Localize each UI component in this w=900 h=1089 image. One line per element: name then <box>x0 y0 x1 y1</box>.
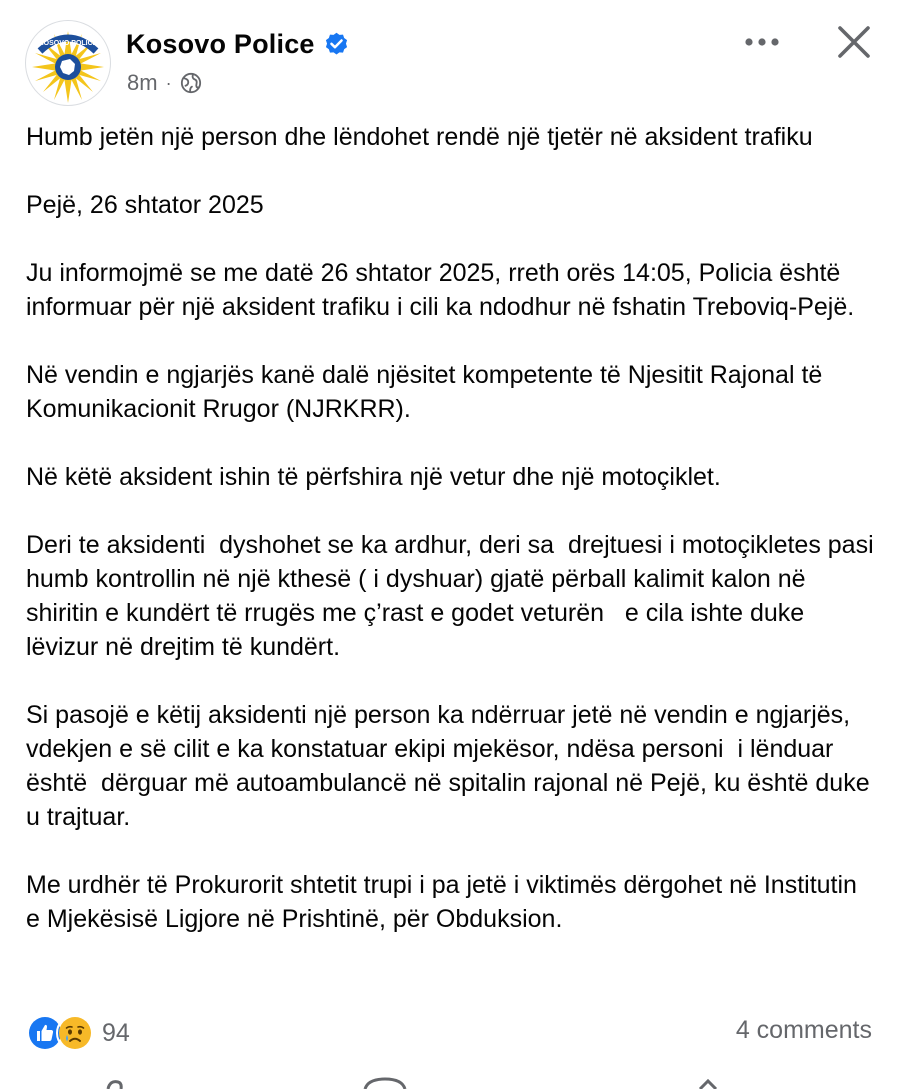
post-text <box>26 120 881 936</box>
post-paragraph: Pejë, 26 shtator 2025 <box>26 191 264 219</box>
sad-icon <box>56 1014 94 1052</box>
post-paragraph: Në këtë aksident ishin të përfshira një vetur dhe një motoçiklet. <box>26 463 721 491</box>
reaction-count[interactable]: 94 <box>102 1018 130 1047</box>
comments-count[interactable]: 4 comments <box>735 1016 872 1044</box>
post-paragraph: Si pasojë e këtij aksidenti një person ka ndërruar jetë në vendin e ngjarjës, vdekjen e së cilit e ka konstatuar ekipi mjekësor, ndësa personi i lënduar është dërguar më autoambulancë në spitalin rajonal në Pejë, ku është duke u trajtuar. <box>26 701 877 831</box>
share-button[interactable] <box>700 1081 716 1089</box>
page-name[interactable]: Kosovo Police <box>126 29 315 59</box>
more-horizontal-icon <box>744 37 780 47</box>
like-button[interactable] <box>108 1082 121 1089</box>
comment-button[interactable] <box>365 1079 405 1089</box>
close-icon <box>834 22 874 62</box>
page-name-row <box>126 29 350 60</box>
reactions-summary[interactable] <box>26 1013 130 1053</box>
post-paragraph: Deri te aksidenti dyshohet se ka ardhur, deri sa drejtuesi i motoçikletes pasi humb kontrollin në një kthesë ( i dyshuar) gjatë përball kalimit kalon në shiritin e kundërt të rrugës me ç’rast e godet veturën e cila ishte duke lëvizur në drejtim të kundërt. <box>26 531 881 661</box>
post-headline: Humb jetën një person dhe lëndohet rendë një tjetër në aksident trafiku <box>26 123 813 151</box>
globe-icon[interactable] <box>180 72 202 94</box>
kosovo-police-logo <box>26 21 110 105</box>
post-paragraph: Ju informojmë se me datë 26 shtator 2025, rreth orës 14:05, Policia është informuar për një aksident trafiku i cili ka ndodhur në fshatin Treboviq-Pejë. <box>26 259 855 321</box>
post-paragraph: Në vendin e ngjarjës kanë dalë njësitet kompetente të Njesitit Rajonal të Komunikacionit Rrugor (NJRKRR). <box>26 361 830 423</box>
action-bar <box>0 1070 900 1089</box>
more-options-button[interactable] <box>742 24 782 60</box>
post-time[interactable]: 8m <box>127 70 158 95</box>
page-avatar[interactable] <box>25 20 111 106</box>
logo-text: KOSOVO POLICE <box>38 40 98 47</box>
close-button[interactable] <box>834 22 874 62</box>
post-header <box>0 0 900 110</box>
meta-separator: · <box>165 72 172 93</box>
post-meta <box>127 70 202 96</box>
verified-badge-icon <box>323 31 350 58</box>
post-paragraph: Me urdhër të Prokurorit shtetit trupi i pa jetë i viktimës dërgohet në Institutin e Mjekësisë Ligjore në Prishtinë, për Obduksion. <box>26 871 864 933</box>
